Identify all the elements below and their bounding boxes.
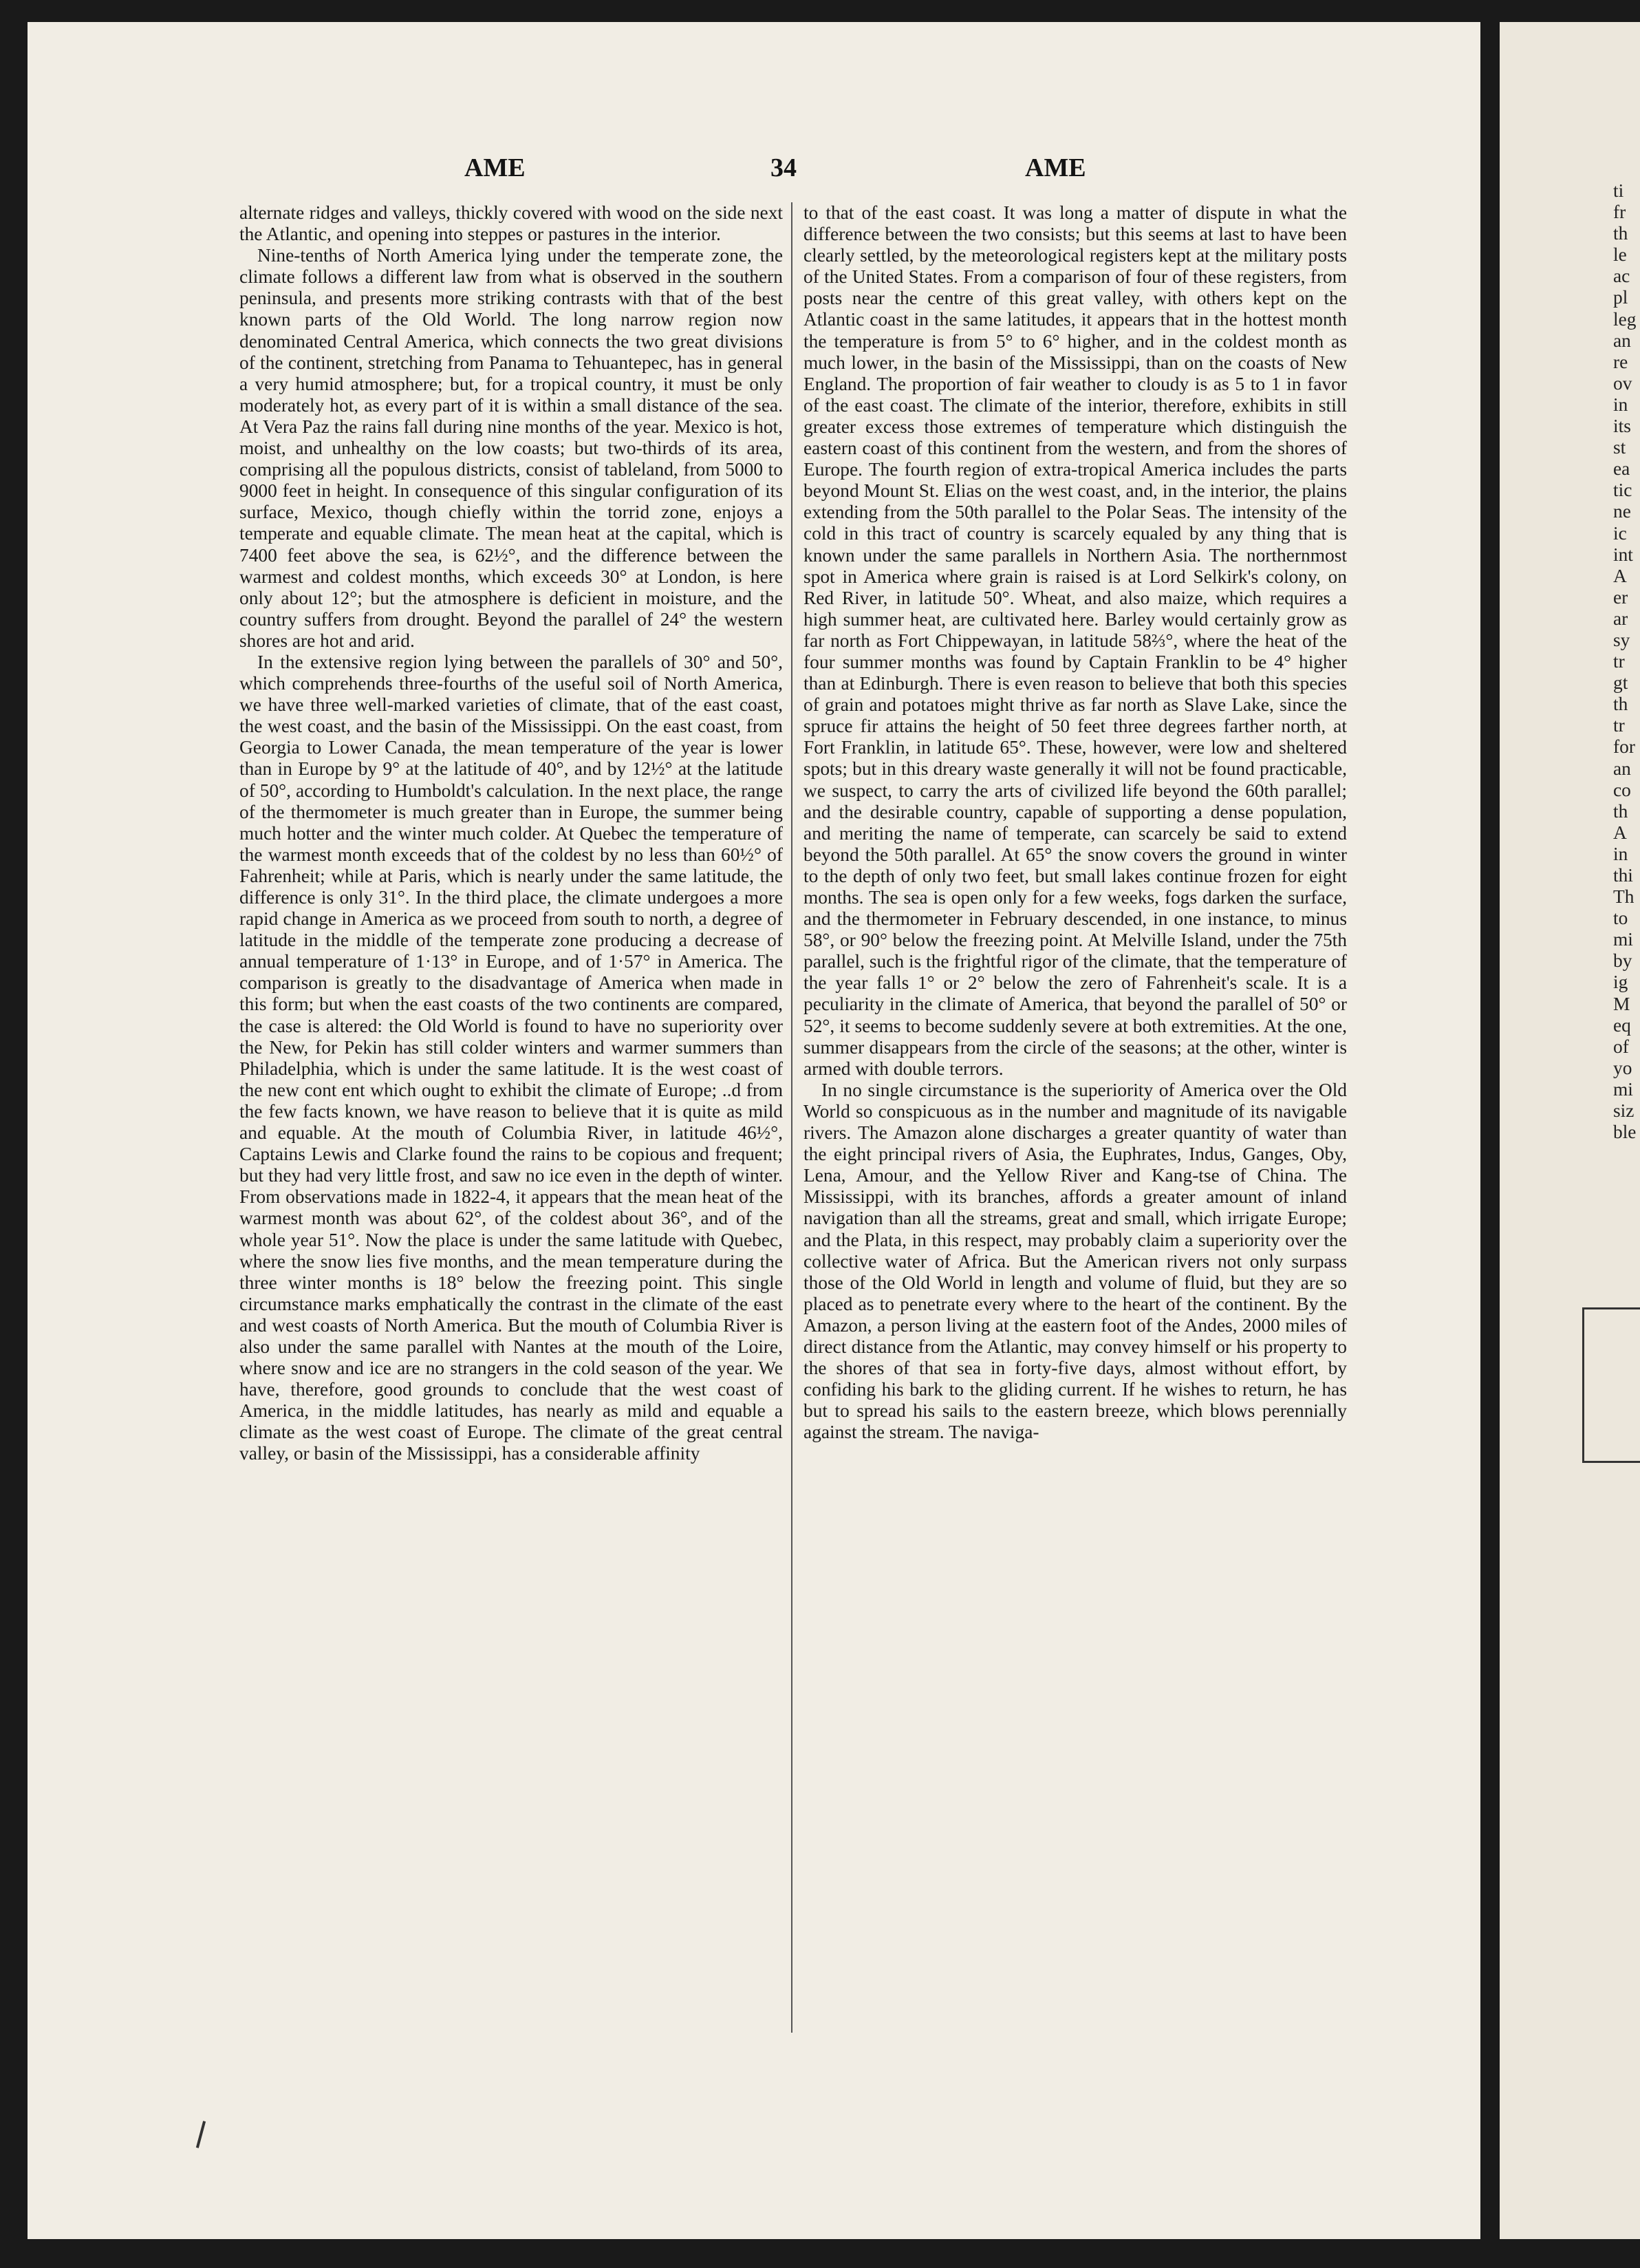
- adjacent-page-fragment: ig: [1613, 972, 1628, 993]
- running-head: [28, 132, 1480, 187]
- adjacent-page-fragment: ac: [1613, 266, 1630, 287]
- adjacent-page-fragment: ti: [1613, 180, 1624, 201]
- adjacent-page-fragment: of: [1613, 1036, 1629, 1057]
- adjacent-page-fragment: er: [1613, 586, 1628, 608]
- adjacent-page-fragment: for: [1613, 736, 1635, 758]
- adjacent-page-fragment: its: [1613, 416, 1631, 437]
- adjacent-page-fragment: an: [1613, 758, 1631, 779]
- adjacent-page-fragment: co: [1613, 779, 1631, 800]
- adjacent-page-fragment: re: [1613, 351, 1628, 372]
- adjacent-page-fragment: an: [1613, 330, 1631, 351]
- adjacent-page-fragment: th: [1613, 223, 1628, 244]
- header-left-word: AME: [464, 153, 526, 182]
- adjacent-page-fragment: ar: [1613, 608, 1628, 629]
- adjacent-page-fragment: le: [1613, 244, 1627, 266]
- adjacent-page-fragment: tr: [1613, 715, 1625, 736]
- adjacent-page-fragment: ov: [1613, 372, 1632, 394]
- adjacent-page-fragment: th: [1613, 800, 1628, 822]
- adjacent-page-fragment: gt: [1613, 672, 1628, 694]
- adjacent-page-table-edge: [1582, 1307, 1640, 1463]
- adjacent-page-fragment: ea: [1613, 458, 1630, 480]
- left-column: [239, 202, 783, 2060]
- adjacent-page-fragment: to: [1613, 908, 1628, 929]
- paragraph: Nine-tenths of North America lying under the temperate zone, the climate follows a different law from what is observed in the southern peninsula, and presents more striking contrasts with that of the best known parts of the Old World. The long narrow region now denominated Central America, which connects the two great divisions of the continent, stretching from Panama to Tehuantepec, has in general a very humid atmosphere; but, for a tropical country, it must be only moderately hot, as every part of it is within a small distance of the sea. At Vera Paz the rains fall during nine months of the year. Mexico is hot, moist, and unhealthy on the low coasts; but two-thirds of its area, comprising all the populous districts, consist of tableland, from 5000 to 9000 feet in height. In consequence of this singular configuration of its surface, Mexico, though chiefly within the torrid zone, enjoys a temperate and equable climate. The mean heat at the capital, which is 7400 feet above the sea, is 62½°, and the difference between the warmest and coldest months, which exceeds 30° at London, is here only about 12°; but the atmosphere is deficient in moisture, and the country suffers from drought. Beyond the parallel of 24° the western shores are hot and arid.: [239, 245, 783, 651]
- paragraph: In no single circumstance is the superiority of America over the Old World so conspicuous as in the number and magnitude of its navigable rivers. The Amazon alone discharges a greater quantity of water than the eight principal rivers of Asia, the Euphrates, Indus, Ganges, Oby, Lena, Amour, and the Yellow River and Kang-tse of China. The Mississippi, with its branches, affords a greater amount of inland navigation than all the streams, great and small, which irrigate Europe; and the Plata, in this respect, may probably claim a superiority over the collective water of Africa. But the American rivers not only surpass those of the Old World in length and volume of fluid, but they are so placed as to penetrate every where to the heart of the continent. By the Amazon, a person living at the eastern foot of the Andes, 2000 miles of direct distance from the Atlantic, may convey himself or his property to the shores of that sea in forty-five days, almost without effort, by confiding his bark to the gliding current. If he wishes to return, he has but to spread his sails to the eastern breeze, which blows perennially against the stream. The naviga-: [803, 1079, 1347, 1443]
- paragraph: alternate ridges and valleys, thickly covered with wood on the side next the Atlantic, and opening into steppes or pastures in the interior.: [239, 202, 783, 245]
- adjacent-page-fragment: ne: [1613, 501, 1631, 522]
- adjacent-page-fragment: A: [1613, 565, 1627, 586]
- adjacent-page-fragment: mi: [1613, 929, 1633, 950]
- adjacent-page-fragment: by: [1613, 950, 1632, 972]
- adjacent-page-fragment: th: [1613, 694, 1628, 715]
- adjacent-page-fragment: pl: [1613, 287, 1628, 308]
- adjacent-page-fragment: A: [1613, 822, 1627, 843]
- adjacent-page-fragment: tr: [1613, 651, 1625, 672]
- adjacent-page-fragment: ic: [1613, 522, 1627, 544]
- adjacent-page-fragment: ble: [1613, 1122, 1637, 1143]
- adjacent-page-fragment: sy: [1613, 629, 1630, 650]
- adjacent-page-fragment: siz: [1613, 1100, 1634, 1122]
- adjacent-page-fragment: thi: [1613, 865, 1633, 886]
- stray-ink-mark: [196, 2121, 206, 2148]
- adjacent-page-text-fragments: [1613, 180, 1640, 2038]
- adjacent-page-fragment: yo: [1613, 1057, 1632, 1078]
- adjacent-page-fragment: in: [1613, 394, 1628, 415]
- adjacent-page-fragment: in: [1613, 843, 1628, 864]
- adjacent-page-fragment: tic: [1613, 480, 1632, 501]
- right-column: [803, 202, 1347, 2060]
- adjacent-page-fragment: Th: [1613, 886, 1634, 908]
- adjacent-page-fragment: eq: [1613, 1014, 1631, 1036]
- page-number: 34: [770, 153, 797, 182]
- paragraph: to that of the east coast. It was long a matter of dispute in what the difference between the two consists; but this seems at last to have been clearly settled, by the meteorological registers kept at the military posts of the United States. From a comparison of four of these registers, from posts near the centre of this great valley, with others kept on the Atlantic coast in the same latitudes, it appears that in the hottest month the temperature is from 5° to 6° higher, and in the coldest month as much lower, in the basin of the Mississippi, than on the coasts of New England. The proportion of fair weather to cloudy is as 5 to 1 in favor of the east coast. The climate of the interior, therefore, exhibits in still greater excess those extremes of temperature which distinguish the eastern coast of this continent from the western, and from the shores of Europe. The fourth region of extra-tropical America includes the parts beyond Mount St. Elias on the west coast, and, in the interior, the plains extending from the 50th parallel to the Polar Seas. The intensity of the cold in this tract of country is scarcely equaled by any thing that is known under the same parallels in Northern Asia. The northernmost spot in America where grain is raised is at Lord Selkirk's colony, on Red River, in latitude 50°. Wheat, and also maize, which requires a high summer heat, are cultivated here. Barley would certainly grow as far north as Fort Chippewayan, in latitude 58⅔°, where the heat of the four summer months was found by Captain Franklin to be 4° higher than at Edinburgh. There is even reason to believe that both this species of grain and potatoes might thrive as far north as Slave Lake, since the spruce fir attains the height of 50 feet three degrees farther north, at Fort Franklin, in latitude 65°. These, however, were low and sheltered spots; but in this dreary waste generally it will not be found practicable, we suspect, to carry the arts of civilized life beyond the 60th parallel; and the desirable country, capable of supporting a dense population, and meriting the name of temperate, can scarcely be said to extend beyond the 50th parallel. At 65° the snow covers the ground in winter to the depth of only two feet, but small lakes continue frozen for eight months. The sea is open only for a few weeks, fogs darken the surface, and the thermometer in February descended, in one instance, to minus 58°, or 90° below the freezing point. At Melville Island, under the 75th parallel, such is the frightful rigor of the climate, that the temperature of the year falls 1° or 2° below the zero of Fahrenheit's scale. It is a peculiarity in the climate of America, that beyond the parallel of 50° or 52°, it seems to become suddenly severe at both extremities. At the one, summer disappears from the circle of the seasons; at the other, winter is armed with double terrors.: [803, 202, 1347, 1079]
- adjacent-page-fragment: st: [1613, 437, 1626, 458]
- page: [28, 22, 1480, 2239]
- adjacent-page-fragment: M: [1613, 993, 1630, 1014]
- paragraph: In the extensive region lying between the parallels of 30° and 50°, which comprehends three-fourths of the useful soil of North America, we have three well-marked varieties of climate, that of the east coast, the west coast, and the basin of the Mississippi. On the east coast, from Georgia to Lower Canada, the mean temperature of the year is lower than in Europe by 9° at the latitude of 40°, and by 12½° at the latitude of 50°, according to Humboldt's calculation. In the next place, the range of the thermometer is much greater than in Europe, the summer being much hotter and the winter much colder. At Quebec the temperature of the warmest month exceeds that of the coldest by no less than 60½° of Fahrenheit; while at Paris, which is nearly under the same latitude, the difference is only 31°. In the third place, the climate undergoes a more rapid change in America as we proceed from south to north, a degree of latitude in the middle of the temperate zone producing a decrease of annual temperature of 1·13° in Europe, and of 1·57° in America. The comparison is greatly to the disadvantage of America when made in this form; but when the east coasts of the two continents are compared, the case is altered: the Old World is found to have no superiority over the New, for Pekin has still colder winters and warmer summers than Philadelphia, which is under the same latitude. It is the west coast of the new cont⁠ ⁠ent which ought to exhibit the climate of Europe; ..d from the few facts known, we have reason to believe that it is quite as mild and equable. At the mouth of Columbia River, in latitude 46½°, Captains Lewis and Clarke found the rains to be copious and frequent; but they had very little frost, and saw no ice even in the depth of winter. From observations made in 1822-4, it appears that the mean heat of the warmest month was about 62°, of the coldest about 36°, and of the whole year 51°. Now the place is under the same latitude with Quebec, where the snow lies five months, and the mean temperature during the three winter months is 18° below the freezing point. This single circumstance marks emphatically the contrast in the climate of the east and west coasts of North America. But the mouth of Columbia River is also under the same parallel with Nantes at the mouth of the Loire, where snow and ice are no strangers in the cold season of the year. We have, therefore, good grounds to conclude that the west coast of America, in the middle latitudes, has nearly as mild and equable a climate as the west coast of Europe. The climate of the great central valley, or basin of the Mississippi, has a considerable affinity: [239, 651, 783, 1464]
- column-divider: [791, 202, 792, 2033]
- adjacent-page-fragment: fr: [1613, 202, 1626, 223]
- adjacent-page-fragment: mi: [1613, 1078, 1633, 1100]
- adjacent-page-fragment: leg: [1613, 308, 1637, 330]
- adjacent-page-fragment: int: [1613, 544, 1633, 565]
- header-right-word: AME: [1025, 153, 1086, 182]
